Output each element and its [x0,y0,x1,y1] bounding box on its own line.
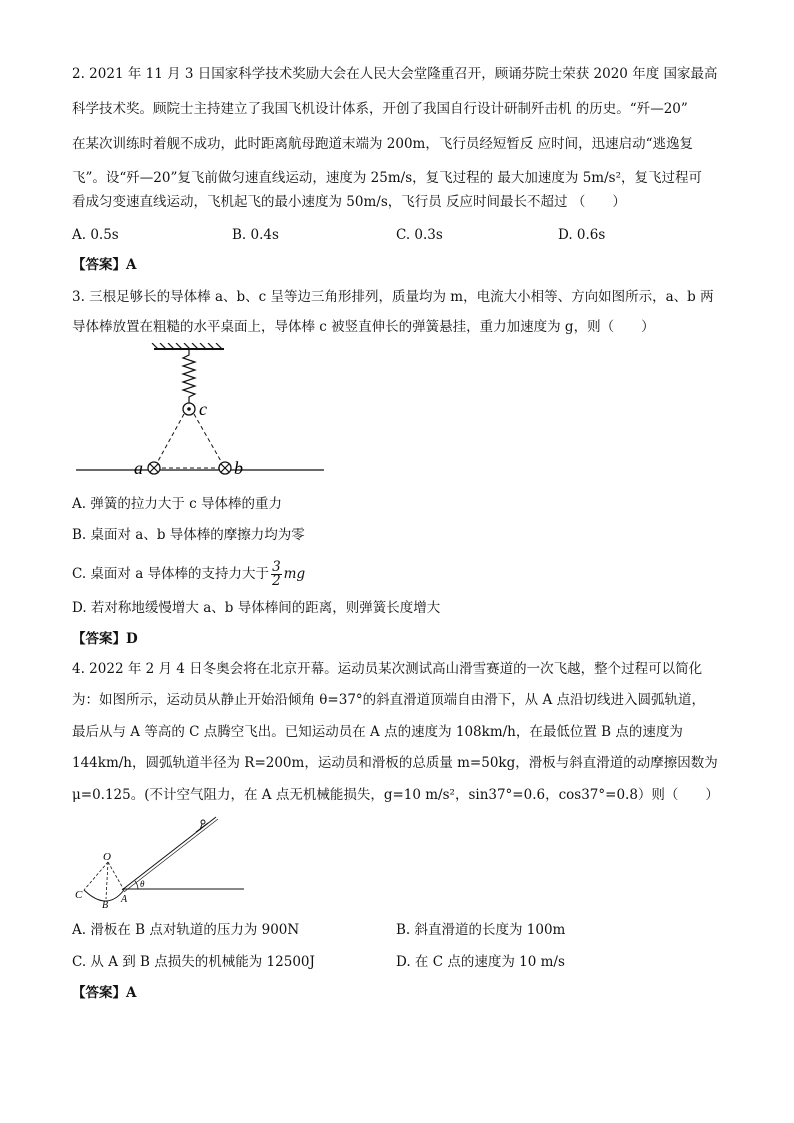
q3-answer: 【答案】D [72,631,138,647]
q2-stem-line-2: 科学技术奖。顾院士主持建立了我国飞机设计体系，开创了我国自行设计研制歼击机 的历史。“歼—20” [72,101,688,117]
label-A: A [121,894,128,905]
q4-figure [72,810,252,910]
q2-stem-line-5: 看成匀变速直线运动，飞机起飞的最小速度为 50m/s，飞行员 反应时间最长不超过 （ ） [72,194,626,210]
q2-option-b: B. 0.4s [232,227,279,243]
q2-stem-line-1: 2. 2021 年 11 月 3 日国家科学技术奖励大会在人民大会堂隆重召开，顾诵芬院士荣获 2020 年度 国家最高 [72,66,718,82]
q2-option-d: D. 0.6s [558,227,606,243]
fraction-numerator: 3 [272,559,281,575]
q4-stem-line-5: μ=0.125。(不计空气阻力，在 A 点无机械能损失，g=10 m/s²，sin37°=0.6，cos37°=0.8）则（ ） [72,787,719,803]
q4-option-d: D. 在 C 点的速度为 10 m/s [396,954,565,970]
label-B: B [102,900,109,910]
q4-stem-line-1: 4. 2022 年 2 月 4 日冬奥会将在北京开幕。运动员某次测试高山滑雪赛道的一次飞越，整个过程可以简化 [72,661,703,677]
q2-answer: 【答案】A [72,257,137,273]
q3-stem-line-1: 3. 三根足够长的导体棒 a、b、c 呈等边三角形排列，质量均为 m，电流大小相等、方向如图所示，a、b 两 [72,289,714,305]
q3-option-c [72,561,305,588]
q3-option-d: D. 若对称地缓慢增大 a、b 导体棒间的距离，则弹簧长度增大 [72,600,441,616]
label-theta: θ [140,879,145,889]
q4-stem-line-3: 最后从与 A 等高的 C 点腾空飞出。已知运动员在 A 点的速度为 108km/h，在最低位置 B 点的速度为 [72,724,683,740]
label-b: b [234,458,243,478]
label-c: c [199,399,207,419]
spring [183,349,195,403]
q3-option-c-unit: mg [283,566,306,582]
q4-stem-line-4: 144km/h，圆弧轨道半径为 R=200m，运动员和滑板的总质量 m=50kg，滑板与斜直滑道的动摩擦因数为 [72,755,718,771]
q3-option-c-text: C. 桌面对 a 导体棒的支持力大于 [72,566,270,582]
fraction [271,561,282,588]
q3-option-a: A. 弹簧的拉力大于 c 导体棒的重力 [72,496,282,512]
q2-option-a: A. 0.5s [72,227,119,243]
fraction-denominator: 2 [272,573,281,589]
q4-option-a: A. 滑板在 B 点对轨道的压力为 900N [72,922,300,938]
label-C: C [75,889,83,901]
q4-option-c: C. 从 A 到 B 点损失的机械能为 12500J [72,954,315,970]
q4-option-b: B. 斜直滑道的长度为 100m [396,922,566,938]
skier-icon [196,820,208,832]
q2-stem-line-4: 飞”。设“歼—20”复飞前做匀速直线运动，速度为 25m/s，复飞过程的 最大加速度为 5m/s²，复飞过程可 [72,170,702,186]
q3-figure [72,343,332,483]
label-a: a [134,458,143,478]
q3-option-b: B. 桌面对 a、b 导体棒的摩擦力均为零 [72,527,305,543]
label-O: O [103,851,111,863]
q2-stem-line-3: 在某次训练时着舰不成功，此时距离航母跑道末端为 200m，飞行员经短暂反 应时间，迅速启动“逃逸复 [72,136,694,152]
q4-answer: 【答案】A [72,985,137,1001]
q3-stem-line-2: 导体棒放置在粗糙的水平桌面上，导体棒 c 被竖直伸长的弹簧悬挂，重力加速度为 g，则（ ） [72,319,655,335]
q4-stem-line-2: 为：如图所示，运动员从静止开始沿倾角 θ=37°的斜直滑道顶端自由滑下，从 A 点沿切线进入圆弧轨道， [72,692,705,708]
q2-option-c: C. 0.3s [396,227,443,243]
